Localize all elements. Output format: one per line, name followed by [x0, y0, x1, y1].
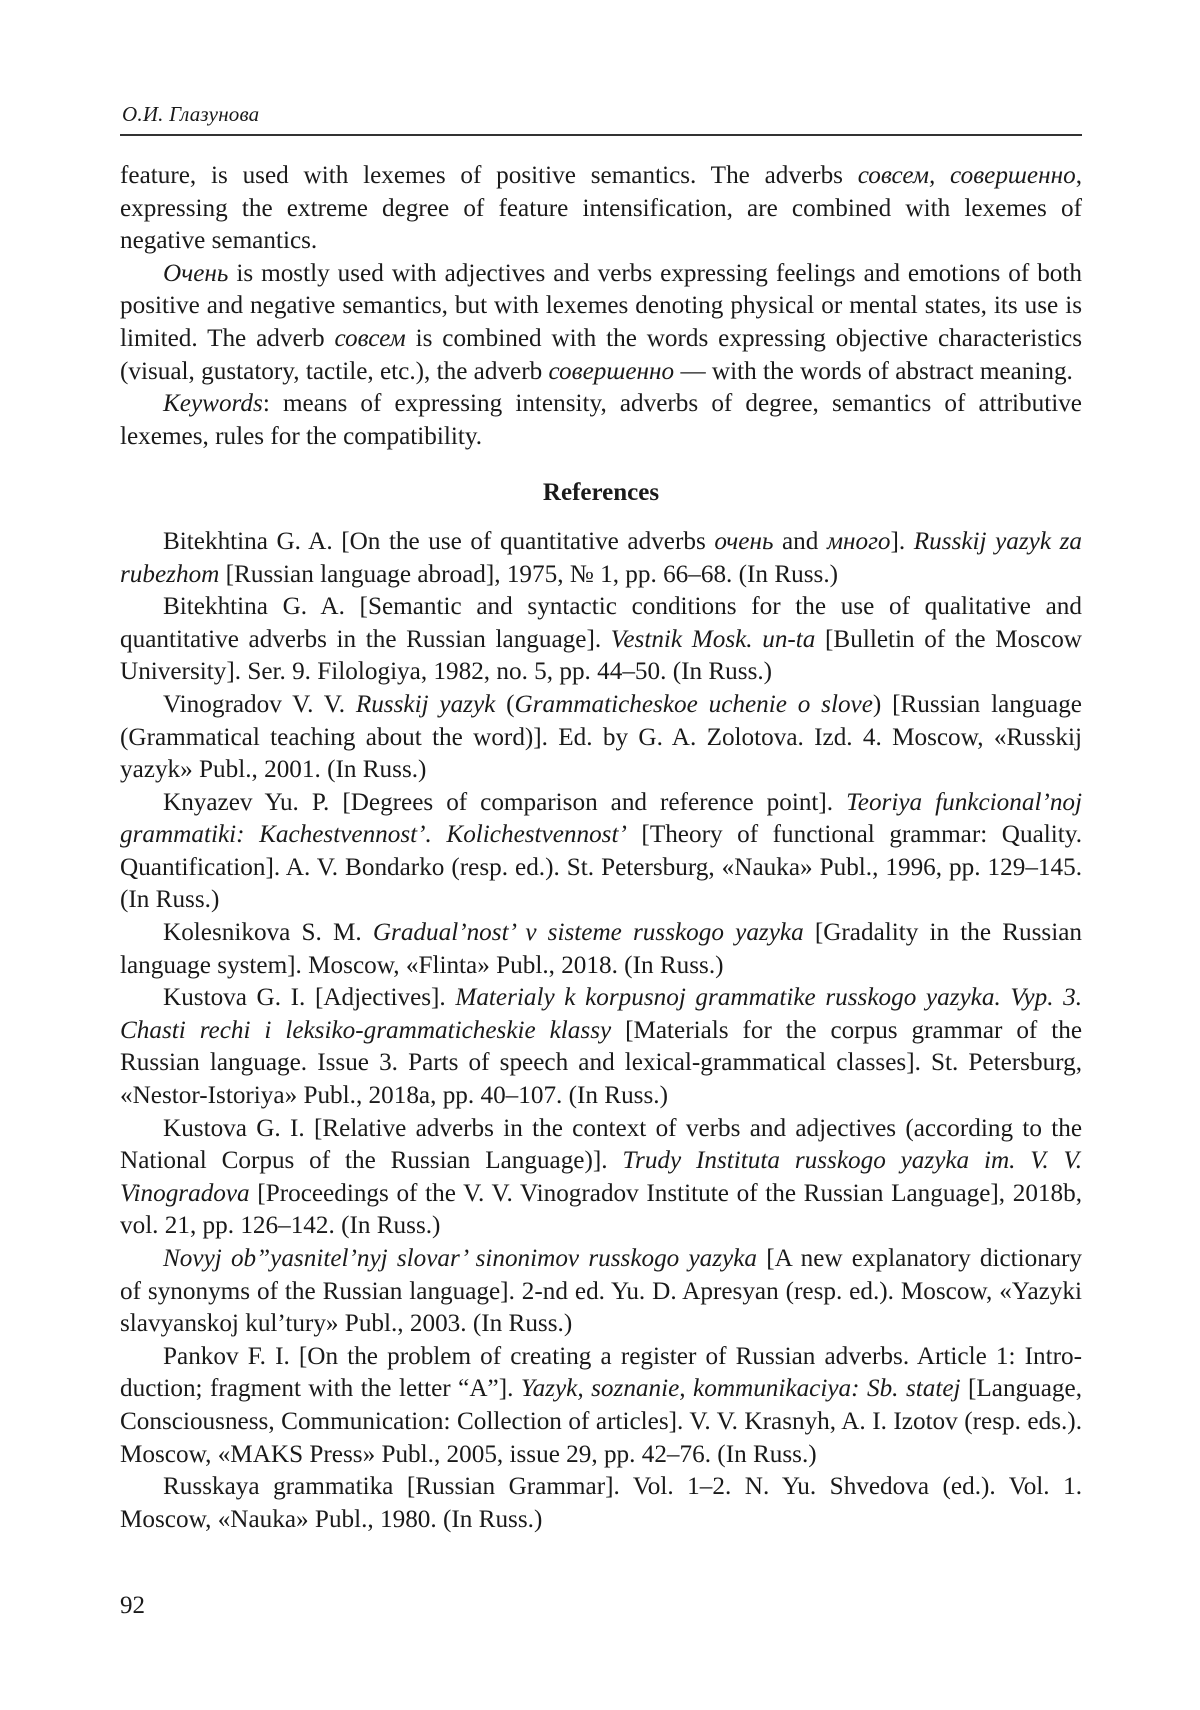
italic-title: Teoriya funkcional’noj grammatiki: Kachestvennost’. Kolichestvennost’	[120, 788, 1083, 849]
running-head: О.И. Глазунова	[122, 102, 260, 126]
italic-title: Trudy Instituta russkogo yazyka im. V. V. Vinogradova	[120, 1147, 1082, 1207]
reference-entry	[120, 982, 1082, 1112]
italic-title: Russkij yazyk za rubezhom	[120, 527, 1082, 588]
italic-title: Russkij yazyk	[355, 690, 496, 718]
text: Kolesnikova S. M.	[163, 919, 373, 947]
italic-title: Materialy k korpusnoj grammatike russkogo yazyka. Vyp. 3. Chasti rechi i leksiko-grammaticheskie klassy	[120, 984, 1082, 1044]
text: ) [Russian language (Grammatical teaching about the word)]. Ed. by G. A. Zolotova. Izd. 4. Moscow, «Russkij yazyk» Publ., 2001. (In Russ.)	[120, 690, 1082, 784]
text: [Russian language abroad], 1975, № 1, pp. 66–68. (In Russ.)	[219, 560, 839, 588]
italic-term: совсем, совершенно	[857, 162, 1076, 189]
text: Bitekhtina G. A. [On the use of quantitative adverbs	[163, 527, 715, 555]
header-rule	[120, 134, 1082, 136]
page-body	[120, 160, 1082, 1536]
italic-title: Yazyk, soznanie, kommunikaciya: Sb. statej	[520, 1375, 961, 1403]
italic-title: Grammaticheskoe uchenie o slove	[514, 690, 873, 718]
text: feature, is used with lexemes of positive semantics. The adverbs	[120, 162, 858, 189]
text: Knyazev Yu. P. [Degrees of comparison and reference point].	[163, 788, 847, 816]
page-number: 92	[120, 1592, 145, 1619]
italic-term: совсем	[334, 324, 406, 352]
reference-entry	[120, 591, 1082, 689]
text: Russkaya grammatika [Russian Grammar]. Vol. 1–2. N. Yu. Shvedova (ed.). Vol. 1. Moscow, «Nauka» Publ., 1980. (In Russ.)	[120, 1473, 1082, 1533]
keywords-text: : means of expressing intensity, adverbs of degree, semantics of attributive lexemes, rules for the compatibility.	[120, 390, 1082, 450]
text: — with the words of abstract meaning.	[674, 357, 1073, 385]
reference-entry	[120, 1341, 1082, 1471]
abstract-paragraph-1	[120, 160, 1082, 258]
text: [Language, Consciousness, Communication: Collection of articles]. V. V. Krasnyh, A. I. Izotov (resp. eds.). Moscow, «MAKS Press» Publ., 2005, issue 29, pp. 42–76. (In Russ.)	[120, 1375, 1082, 1468]
text: [Bulletin of the Moscow University]. Ser. 9. Filologiya, 1982, no. 5, pp. 44–50. (In Russ.)	[120, 625, 1082, 686]
text: Bitekhtina G. A. [Semantic and syntactic conditions for the use of qualitative and quantitative adverbs in the Russian language].	[120, 593, 1082, 653]
reference-entry	[120, 1471, 1082, 1536]
text: [Materials for the corpus grammar of the Russian language. Issue 3. Parts of speech and lexical-grammatical classes]. St. Petersburg, «Nestor-Istoriya» Publ., 2018a, pp. 40–107. (In Russ.)	[120, 1016, 1082, 1110]
text: Kustova G. I. [Adjectives].	[163, 984, 456, 1012]
text: is mostly used with adjectives and verbs expressing feelings and emotions of both positive and negative semantics, but with lexemes denoting physical or mental states, its use is limited. The adverb	[120, 259, 1082, 352]
italic-term: Очень	[163, 259, 229, 287]
text: [A new explanatory dictionary of synonyms of the Russian language]. 2-nd ed. Yu. D. Apresyan (resp. ed.). Moscow, «Yazyki slavyanskoj kul’tury» Publ., 2003. (In Russ.)	[120, 1245, 1082, 1338]
italic-term: много	[826, 527, 891, 555]
keywords-paragraph	[120, 388, 1082, 453]
text: is combined with the words expressing objective characteristics (visual, gustatory, tactile, etc.), the adverb	[120, 324, 1082, 385]
italic-title: Gradual’nost’ v sisteme russkogo yazyka	[372, 919, 804, 947]
text: [Proceedings of the V. V. Vinogradov Institute of the Russian Language], 2018b, vol. 21, pp. 126–142. (In Russ.)	[120, 1179, 1082, 1240]
text: , expressing the extreme degree of feature intensification, are combined with lexemes of negative semantics.	[120, 162, 1082, 255]
italic-title: Novyj ob”yasnitel’nyj slovar’ sinonimov russkogo yazyka	[163, 1245, 758, 1272]
italic-title: Vestnik Mosk. un-ta	[610, 625, 816, 653]
text: [Gradality in the Russian language system]. Moscow, «Flinta» Publ., 2018. (In Russ.)	[120, 919, 1082, 979]
text: and	[773, 527, 827, 555]
abstract-paragraph-2	[120, 258, 1082, 388]
reference-entry	[120, 689, 1082, 787]
reference-entry	[120, 787, 1082, 917]
text: [Theory of functional grammar: Quality. Quantification]. A. V. Bondarko (resp. ed.). St. Petersburg, «Nauka» Publ., 1996, pp. 129–145. (In Russ.)	[120, 821, 1082, 914]
italic-term: совершенно	[548, 357, 675, 385]
reference-entry	[120, 526, 1082, 591]
text: Vinogradov V. V.	[163, 690, 356, 718]
reference-entry	[120, 1113, 1082, 1243]
text: (	[495, 690, 515, 718]
reference-entry	[120, 917, 1082, 982]
text: ].	[890, 527, 914, 555]
text: Kustova G. I. [Relative adverbs in the context of verbs and adjectives (according to the National Corpus of the Russian Language)].	[120, 1114, 1082, 1175]
references-heading: References	[542, 479, 660, 507]
keywords-label: Keywords	[163, 390, 263, 418]
reference-entry	[120, 1243, 1082, 1341]
italic-term: очень	[714, 527, 774, 555]
text: Pankov F. I. [On the problem of creating a register of Russian adverbs. Article 1: Introduction; fragment with the letter “A”].	[120, 1342, 1082, 1403]
